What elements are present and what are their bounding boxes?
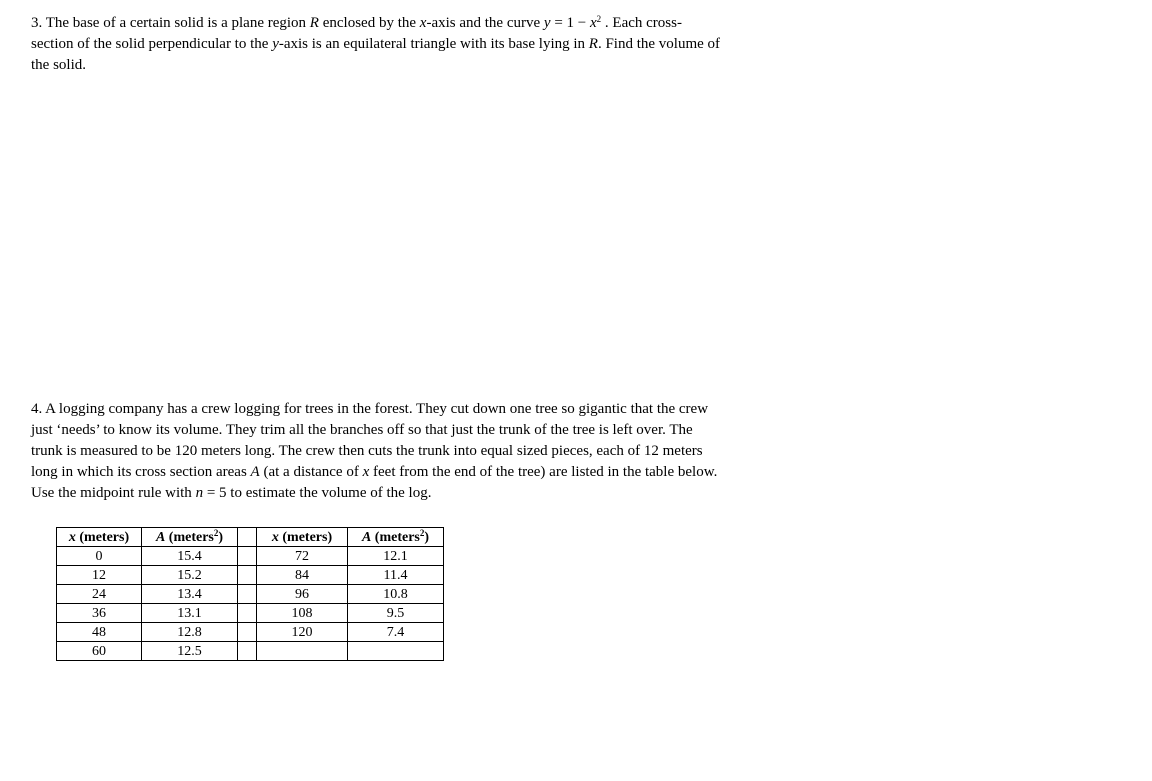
spacer-cell — [238, 642, 257, 661]
exponent: 2 — [419, 527, 425, 538]
problem-4-line-2 — [31, 420, 791, 441]
problem-4 — [31, 399, 791, 504]
text: 3. The base of a certain solid is a plane region — [31, 15, 310, 31]
cell-area: 13.4 — [142, 585, 238, 604]
math-var: R — [309, 15, 319, 31]
text: just ‘needs’ to know its volume. They trim all the branches off so that just the trunk of the tree is left over. The — [31, 422, 693, 438]
math-var: x — [590, 15, 597, 31]
table-row — [57, 623, 444, 642]
header-x-meters — [57, 528, 142, 547]
cell-area: 10.8 — [348, 585, 444, 604]
cell-area: 12.8 — [142, 623, 238, 642]
header-var: A — [155, 529, 166, 545]
table-row — [57, 547, 444, 566]
exponent: 2 — [596, 14, 602, 24]
cell-x: 120 — [257, 623, 348, 642]
text: . Each cross- — [601, 15, 682, 31]
problem-4-line-4 — [31, 462, 791, 483]
text: enclosed by the — [318, 15, 420, 31]
math-var: x — [362, 464, 370, 480]
math-var: y — [543, 15, 551, 31]
table-header-row — [57, 528, 444, 547]
spacer-cell — [238, 566, 257, 585]
header-unit: ) — [218, 529, 224, 545]
spacer-cell — [238, 528, 257, 547]
math-text: = 1 − — [550, 15, 590, 31]
cell-x: 96 — [257, 585, 348, 604]
header-unit: ) — [424, 529, 430, 545]
header-x-meters — [257, 528, 348, 547]
math-var: x — [419, 15, 427, 31]
text: = 5 to estimate the volume of the log. — [203, 485, 432, 501]
problem-3-line-3 — [31, 55, 791, 76]
text: section of the solid perpendicular to the — [31, 36, 273, 52]
header-unit: (meters — [165, 529, 214, 545]
cell-area: 9.5 — [348, 604, 444, 623]
cell-x — [257, 642, 348, 661]
exponent: 2 — [213, 527, 219, 538]
cell-x: 12 — [57, 566, 142, 585]
cell-x: 48 — [57, 623, 142, 642]
problem-3-line-2 — [31, 34, 791, 55]
problem-4-line-1 — [31, 399, 791, 420]
problem-4-line-3 — [31, 441, 791, 462]
table-row — [57, 566, 444, 585]
spacer-cell — [238, 604, 257, 623]
header-area-meters-squared — [348, 528, 444, 547]
text: Use the midpoint rule with — [31, 485, 196, 501]
text: the solid. — [31, 57, 86, 73]
cell-x: 84 — [257, 566, 348, 585]
table-row — [57, 604, 444, 623]
text: 4. A logging company has a crew logging for trees in the forest. They cut down one tree so gigantic that the crew — [31, 401, 709, 417]
math-var: A — [250, 464, 260, 480]
cell-area: 12.5 — [142, 642, 238, 661]
header-var: A — [361, 529, 372, 545]
text: . Find the volume of — [597, 36, 721, 52]
math-var: y — [272, 36, 279, 52]
cell-x: 0 — [57, 547, 142, 566]
text: -axis and the curve — [426, 15, 544, 31]
header-area-meters-squared — [142, 528, 238, 547]
header-unit: (meters) — [75, 529, 130, 545]
cell-area — [348, 642, 444, 661]
problem-3-line-1 — [31, 13, 791, 34]
math-var: R — [588, 36, 598, 52]
cell-x: 72 — [257, 547, 348, 566]
cell-x: 24 — [57, 585, 142, 604]
text: trunk is measured to be 120 meters long. The crew then cuts the trunk into equal sized pieces, each of 12 meters — [31, 443, 703, 459]
header-unit: (meters — [371, 529, 420, 545]
cell-area: 7.4 — [348, 623, 444, 642]
header-unit: (meters) — [278, 529, 333, 545]
table-row — [57, 642, 444, 661]
problem-4-line-5 — [31, 483, 791, 504]
spacer-cell — [238, 623, 257, 642]
math-var: n — [195, 485, 204, 501]
text: (at a distance of — [259, 464, 363, 480]
header-var: x — [271, 529, 279, 545]
text: -axis is an equilateral triangle with its base lying in — [278, 36, 589, 52]
cell-area: 11.4 — [348, 566, 444, 585]
header-var: x — [68, 529, 76, 545]
cell-x: 36 — [57, 604, 142, 623]
cell-x: 108 — [257, 604, 348, 623]
table-row — [57, 585, 444, 604]
spacer-cell — [238, 547, 257, 566]
spacer-cell — [238, 585, 257, 604]
text: long in which its cross section areas — [31, 464, 251, 480]
cell-area: 12.1 — [348, 547, 444, 566]
cross-section-table — [56, 527, 444, 661]
cell-area: 15.4 — [142, 547, 238, 566]
text: feet from the end of the tree) are listed in the table below. — [369, 464, 718, 480]
cell-area: 13.1 — [142, 604, 238, 623]
cell-x: 60 — [57, 642, 142, 661]
cell-area: 15.2 — [142, 566, 238, 585]
problem-3 — [31, 13, 791, 76]
